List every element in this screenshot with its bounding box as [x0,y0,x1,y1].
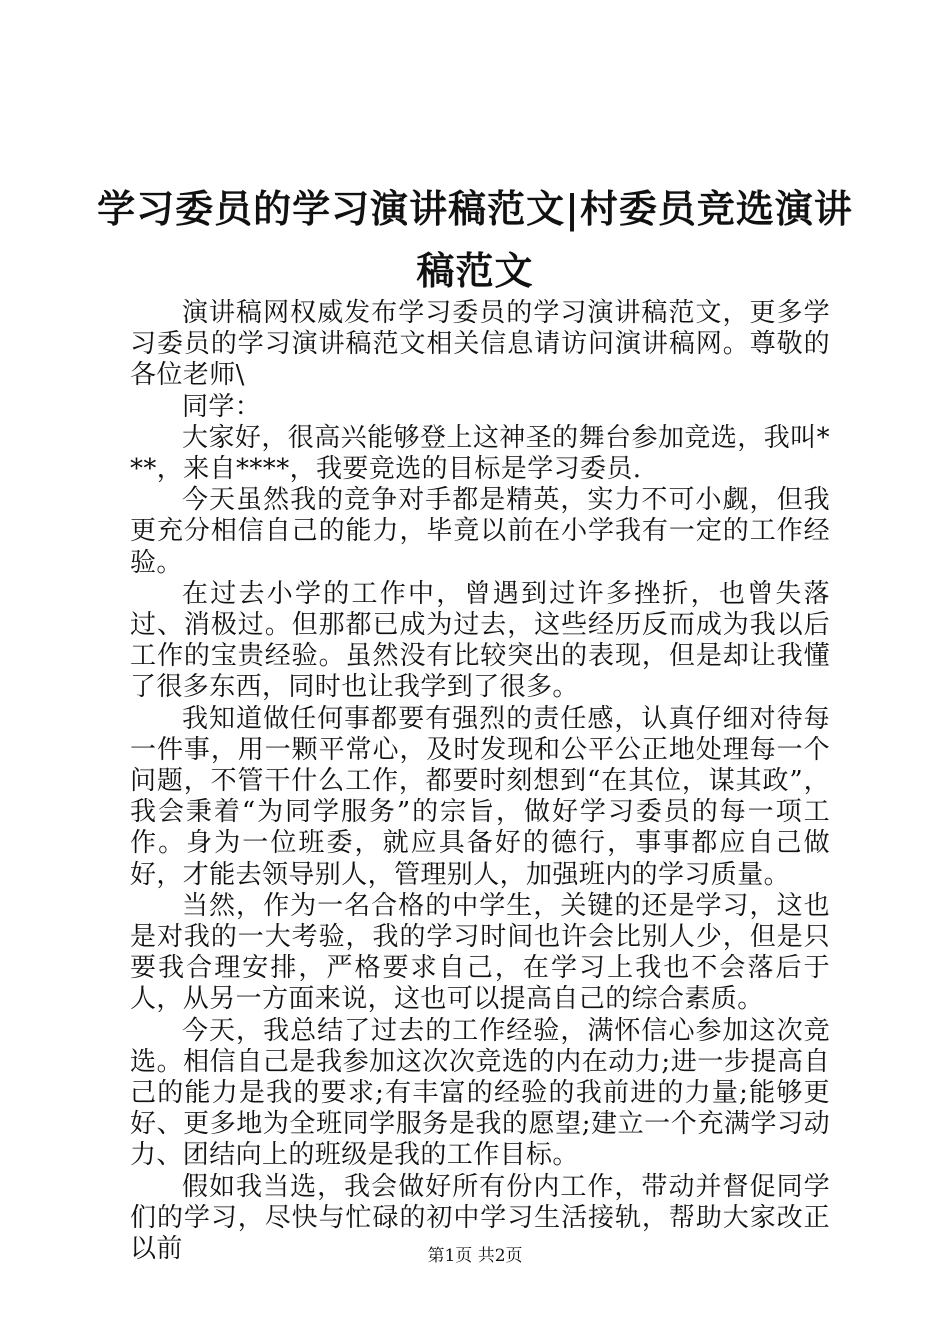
paragraph: 当然，作为一名合格的中学生，关键的还是学习，这也是对我的一大考验，我的学习时间也许会比别人少，但是只要我合理安排，严格要求自己，在学习上我也不会落后于人，从另一方面来说，这也可以提高自己的综合素质。 [130,890,830,1015]
title-line-2: 稿范文 [416,248,534,293]
document-title [0,178,950,302]
page-number-footer: 第1页 共2页 [427,1246,523,1266]
paragraph: 大家好，很高兴能够登上这神圣的舞台参加竞选，我叫***，来自****，我要竞选的目标是学习委员. [130,422,830,485]
paragraph: 假如我当选，我会做好所有份内工作，带动并督促同学们的学习，尽快与忙碌的初中学习生活接轨，帮助大家改正以前 [130,1171,830,1265]
paragraph: 演讲稿网权威发布学习委员的学习演讲稿范文，更多学习委员的学习演讲稿范文相关信息请访问演讲稿网。尊敬的各位老师\ [130,298,830,391]
paragraph: 我知道做任何事都要有强烈的责任感，认真仔细对待每一件事，用一颗平常心，及时发现和公平公正地处理每一个问题，不管干什么工作，都要时刻想到“在其位，谋其政”，我会秉着“为同学服务”的宗旨，做好学习委员的每一项工作。身为一位班委，就应具备好的德行，事事都应自己做好，才能去领导别人，管理别人，加强班内的学习质量。 [130,703,830,890]
paragraph: 同学： [182,391,262,422]
title-line-1: 学习委员的学习演讲稿范文|村委员竞选演讲 [97,186,853,231]
paragraph: 今天，我总结了过去的工作经验，满怀信心参加这次竞选。相信自己是我参加这次次竞选的内在动力;进一步提高自己的能力是我的要求;有丰富的经验的我前进的力量;能够更好、更多地为全班同学服务是我的愿望;建立一个充满学习动力、团结向上的班级是我的工作目标。 [130,1015,830,1171]
document-body [130,298,830,1265]
paragraph: 在过去小学的工作中，曾遇到过许多挫折，也曾失落过、消极过。但那都已成为过去，这些经历反而成为我以后工作的宝贵经验。虽然没有比较突出的表现，但是却让我懂了很多东西，同时也让我学到了很多。 [130,578,830,703]
paragraph: 今天虽然我的竞争对手都是精英，实力不可小觑，但我更充分相信自己的能力，毕竟以前在小学我有一定的工作经验。 [130,485,830,578]
